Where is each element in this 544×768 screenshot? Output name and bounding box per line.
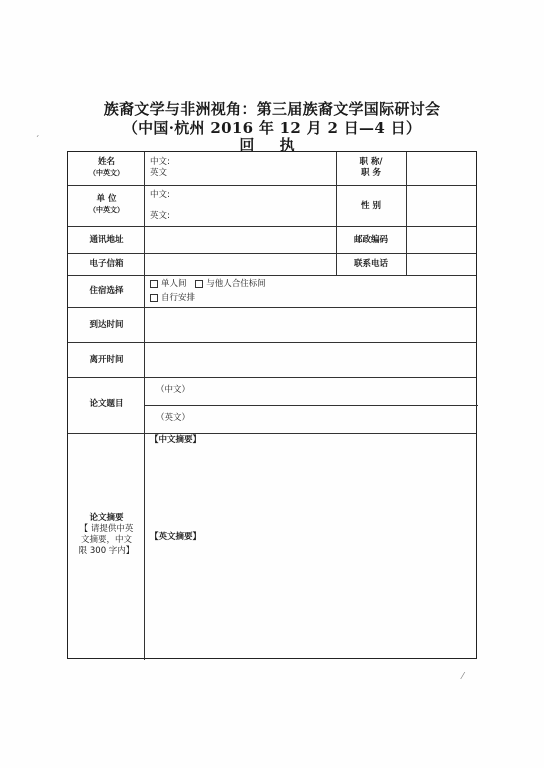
checkbox-icon[interactable] bbox=[150, 280, 158, 288]
form-title: 族裔文学与非洲视角：第三届族裔文学国际研讨会 bbox=[103, 100, 441, 118]
phone-label: 联系电话 bbox=[353, 259, 388, 269]
abstract-cn-field[interactable]: 【中文摘要】 bbox=[150, 435, 202, 445]
gender-label: 性 别 bbox=[361, 201, 381, 211]
postcode-label: 邮政编码 bbox=[353, 235, 388, 245]
checkbox-icon[interactable] bbox=[195, 280, 203, 288]
lodging-label: 住宿选择 bbox=[89, 286, 124, 296]
address-field[interactable] bbox=[146, 228, 334, 252]
arrival-field[interactable] bbox=[146, 309, 476, 341]
row-divider bbox=[144, 405, 478, 406]
lodging-shared-option[interactable]: 与他人合住标间 bbox=[195, 279, 266, 289]
unit-label: 单 位 （中英文） bbox=[89, 194, 124, 214]
receipt-heading: 回 执 bbox=[239, 136, 305, 154]
row-divider bbox=[68, 226, 476, 227]
abstract-label: 论文摘要 【 请提供中英 文摘要，中文 限 300 字内】 bbox=[78, 513, 135, 556]
name-field[interactable]: 中文: 英文 bbox=[150, 157, 170, 178]
column-divider bbox=[406, 152, 407, 275]
row-divider bbox=[68, 342, 476, 343]
job-title-label: 职 称/ 职 务 bbox=[359, 157, 383, 178]
address-label: 通讯地址 bbox=[89, 235, 124, 245]
arrival-label: 到达时间 bbox=[89, 320, 124, 330]
email-field[interactable] bbox=[146, 255, 334, 274]
paper-title-en-field[interactable]: （英文） bbox=[156, 413, 191, 423]
lodging-single-option[interactable]: 单人间 bbox=[150, 279, 187, 289]
registration-form-table bbox=[67, 151, 477, 659]
gender-field[interactable] bbox=[408, 188, 476, 224]
scan-mark: ´ bbox=[35, 136, 40, 146]
lodging-self-option[interactable]: 自行安排 bbox=[150, 293, 195, 303]
job-title-field[interactable] bbox=[408, 157, 476, 183]
row-divider bbox=[68, 433, 476, 434]
paper-title-label: 论文题目 bbox=[89, 399, 124, 409]
row-divider bbox=[68, 185, 476, 186]
abstract-en-field[interactable]: 【英文摘要】 bbox=[150, 532, 202, 542]
row-divider bbox=[68, 377, 476, 378]
departure-label: 离开时间 bbox=[89, 355, 124, 365]
email-label: 电子信箱 bbox=[89, 259, 124, 269]
scan-mark: ⁄ bbox=[462, 672, 464, 682]
form-subtitle: （中国·杭州 2016 年 12 月 2 日—4 日） bbox=[122, 119, 422, 137]
postcode-field[interactable] bbox=[408, 228, 476, 252]
unit-field[interactable]: 中文: 英文: bbox=[150, 190, 170, 221]
checkbox-icon[interactable] bbox=[150, 294, 158, 302]
paper-title-cn-field[interactable]: （中文） bbox=[156, 385, 191, 395]
lodging-options bbox=[150, 279, 266, 304]
row-divider bbox=[68, 253, 476, 254]
departure-field[interactable] bbox=[146, 344, 476, 376]
row-divider bbox=[68, 307, 476, 308]
phone-field[interactable] bbox=[408, 255, 476, 274]
name-label: 姓名 （中英文） bbox=[89, 157, 124, 177]
row-divider bbox=[68, 275, 476, 276]
